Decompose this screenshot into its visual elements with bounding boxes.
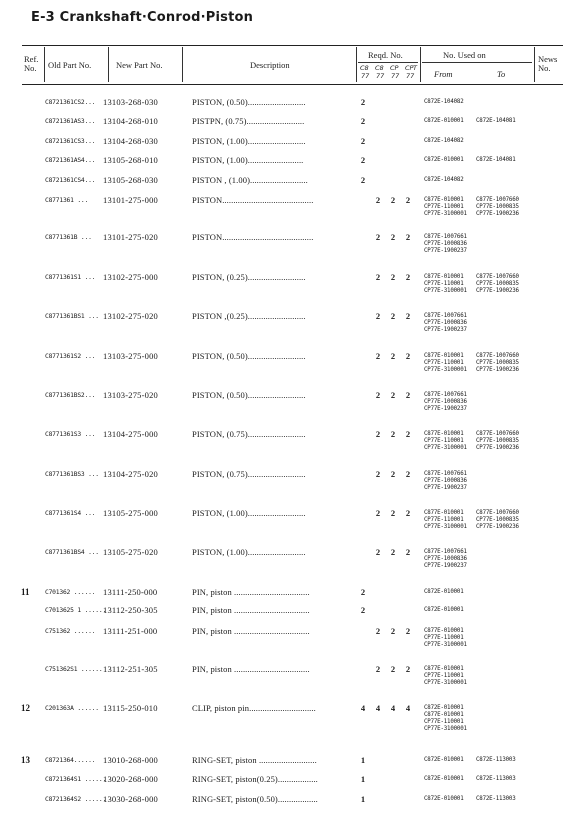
description: PIN, piston .................................. xyxy=(192,605,310,615)
used-from: C877E-010001 xyxy=(424,353,464,359)
new-part-number: 13112-251-305 xyxy=(103,664,158,674)
required-quantity: 2 xyxy=(375,508,381,518)
used-from: CP77E-3100001 xyxy=(424,211,467,217)
old-part-number: C8721364S2 ...... xyxy=(45,796,107,803)
required-quantity: 2 xyxy=(390,626,396,636)
description: PISTON, (1.00).......................... xyxy=(192,508,306,518)
description: CLIP, piston pin.............................. xyxy=(192,703,316,713)
header-ref-no: Ref. No. xyxy=(24,54,39,73)
required-quantity: 2 xyxy=(405,195,411,205)
old-part-number: C8721364S1 ...... xyxy=(45,776,107,783)
used-from: C872E-010001 xyxy=(424,118,464,124)
used-from: C872E-010001 xyxy=(424,705,464,711)
header-year-3: 77 xyxy=(391,72,400,80)
old-part-number: C8771361BS3 ... xyxy=(45,471,99,478)
description: PISTON, (1.00)......................... xyxy=(192,155,304,165)
used-to: CP77E-1000835 xyxy=(476,281,519,287)
old-part-number: C8771361S2 ... xyxy=(45,353,96,360)
required-quantity: 2 xyxy=(375,232,381,242)
new-part-number: 13102-275-020 xyxy=(103,311,159,321)
used-to: C872E-113003 xyxy=(476,796,516,802)
used-from: C872E-010001 xyxy=(424,589,464,595)
new-part-number: 13105-268-010 xyxy=(103,155,159,165)
used-to: C877E-1007660 xyxy=(476,510,519,516)
required-quantity: 2 xyxy=(360,175,366,185)
used-from: C877E-010001 xyxy=(424,274,464,280)
required-quantity: 2 xyxy=(360,587,366,597)
used-from: C872E-010001 xyxy=(424,776,464,782)
old-part-number: C701362 ...... xyxy=(45,589,96,596)
description: RING-SET, piston(0.25).................. xyxy=(192,774,318,784)
used-from: CP77E-110001 xyxy=(424,719,464,725)
page-title: E-3 Crankshaft·Conrod·Piston xyxy=(31,10,254,25)
header-model-4-suffix: T xyxy=(413,64,417,72)
old-part-number: C751362 ...... xyxy=(45,628,96,635)
used-from: CP77E-110001 xyxy=(424,204,464,210)
required-quantity: 2 xyxy=(405,626,411,636)
required-quantity: 1 xyxy=(360,774,366,784)
used-from: C877E-010001 xyxy=(424,666,464,672)
used-to: C872E-113003 xyxy=(476,757,516,763)
old-part-number: C7013625 1 ...... xyxy=(45,607,107,614)
new-part-number: 13104-275-000 xyxy=(103,429,159,439)
new-part-number: 13111-250-000 xyxy=(103,587,158,597)
required-quantity: 2 xyxy=(360,136,366,146)
new-part-number: 13105-275-000 xyxy=(103,508,159,518)
old-part-number: C8771361B ... xyxy=(45,234,92,241)
used-to: C872E-104081 xyxy=(476,157,516,163)
used-from: C877E-1007661 xyxy=(424,313,467,319)
used-from: CP77E-1900237 xyxy=(424,563,467,569)
used-from: CP77E-110001 xyxy=(424,281,464,287)
required-quantity: 2 xyxy=(405,232,411,242)
required-quantity: 2 xyxy=(375,469,381,479)
used-to: C877E-1007660 xyxy=(476,431,519,437)
required-quantity: 4 xyxy=(360,703,366,713)
used-to: C877E-1007660 xyxy=(476,197,519,203)
used-to: C877E-1007660 xyxy=(476,353,519,359)
required-quantity: 1 xyxy=(360,755,366,765)
required-quantity: 2 xyxy=(405,664,411,674)
required-quantity: 4 xyxy=(375,703,381,713)
required-quantity: 2 xyxy=(390,429,396,439)
header-from: From xyxy=(434,69,453,79)
used-to: CP77E-1900236 xyxy=(476,288,519,294)
required-quantity: 2 xyxy=(405,429,411,439)
old-part-number: C8721361CS3... xyxy=(45,138,96,145)
description: PISTON, (1.00).......................... xyxy=(192,547,306,557)
used-from: C872E-104082 xyxy=(424,138,464,144)
ref-number: 11 xyxy=(21,587,30,597)
required-quantity: 2 xyxy=(375,272,381,282)
ref-number: 13 xyxy=(21,755,30,765)
used-from: CP77E-1000836 xyxy=(424,556,467,562)
used-from: C877E-1007661 xyxy=(424,234,467,240)
new-part-number: 13103-275-020 xyxy=(103,390,159,400)
description: PISTON......................................... xyxy=(192,232,314,242)
used-from: CP77E-110001 xyxy=(424,673,464,679)
description: PISTON, (0.50).......................... xyxy=(192,390,306,400)
old-part-number: C8771361BS1 ... xyxy=(45,313,99,320)
new-part-number: 13010-268-000 xyxy=(103,755,159,765)
used-from: C877E-1007661 xyxy=(424,392,467,398)
used-from: CP77E-110001 xyxy=(424,438,464,444)
new-part-number: 13103-268-030 xyxy=(103,97,159,107)
description: RING-SET, piston(0.50).................. xyxy=(192,794,318,804)
used-from: CP77E-110001 xyxy=(424,360,464,366)
used-from: CP77E-1900237 xyxy=(424,327,467,333)
used-to: CP77E-1000835 xyxy=(476,360,519,366)
required-quantity: 4 xyxy=(390,703,396,713)
required-quantity: 2 xyxy=(375,664,381,674)
required-quantity: 4 xyxy=(405,703,411,713)
new-part-number: 13105-275-020 xyxy=(103,547,159,557)
new-part-number: 13020-268-000 xyxy=(103,774,159,784)
used-from: CP77E-3100001 xyxy=(424,445,467,451)
old-part-number: C8771361BS4 ... xyxy=(45,549,99,556)
required-quantity: 2 xyxy=(405,390,411,400)
used-to: CP77E-1000835 xyxy=(476,517,519,523)
header-news-no: News No. xyxy=(538,54,558,73)
used-from: CP77E-3100001 xyxy=(424,642,467,648)
header-year-4: 77 xyxy=(406,72,415,80)
used-to: CP77E-1900236 xyxy=(476,445,519,451)
required-quantity: 2 xyxy=(390,351,396,361)
used-from: C877E-010001 xyxy=(424,431,464,437)
used-from: C877E-1007661 xyxy=(424,549,467,555)
used-from: CP77E-3100001 xyxy=(424,288,467,294)
used-from: C872E-104082 xyxy=(424,99,464,105)
used-from: C872E-010001 xyxy=(424,796,464,802)
required-quantity: 2 xyxy=(390,547,396,557)
old-part-number: C8771361S4 ... xyxy=(45,510,96,517)
old-part-number: C8721364...... xyxy=(45,757,96,764)
required-quantity: 2 xyxy=(390,272,396,282)
old-part-number: C8721361CS4... xyxy=(45,177,96,184)
required-quantity: 2 xyxy=(405,547,411,557)
required-quantity: 2 xyxy=(405,469,411,479)
used-from: C872E-010001 xyxy=(424,607,464,613)
used-from: CP77E-1900237 xyxy=(424,248,467,254)
used-from: CP77E-1000836 xyxy=(424,478,467,484)
used-from: CP77E-1000836 xyxy=(424,399,467,405)
new-part-number: 13104-275-020 xyxy=(103,469,159,479)
new-part-number: 13030-268-000 xyxy=(103,794,159,804)
required-quantity: 1 xyxy=(360,794,366,804)
description: PISTON......................................... xyxy=(192,195,314,205)
description: PISTPN, (0.75).......................... xyxy=(192,116,305,126)
used-to: CP77E-1900236 xyxy=(476,524,519,530)
used-from: CP77E-3100001 xyxy=(424,680,467,686)
old-part-number: C201363A ...... xyxy=(45,705,99,712)
used-from: C877E-1007661 xyxy=(424,471,467,477)
old-part-number: C8771361 ... xyxy=(45,197,89,204)
required-quantity: 2 xyxy=(390,311,396,321)
required-quantity: 2 xyxy=(375,351,381,361)
header-reqd-no: Reqd. No. xyxy=(368,50,403,60)
used-to: C872E-113003 xyxy=(476,776,516,782)
description: PISTON, (0.75).......................... xyxy=(192,429,306,439)
required-quantity: 2 xyxy=(360,605,366,615)
required-quantity: 2 xyxy=(360,97,366,107)
old-part-number: C8771361S1 ... xyxy=(45,274,96,281)
used-from: CP77E-3100001 xyxy=(424,726,467,732)
header-model-3: CP xyxy=(390,64,399,72)
used-to: CP77E-1900236 xyxy=(476,211,519,217)
description: PISTON , (1.00).......................... xyxy=(192,175,308,185)
used-from: CP77E-3100001 xyxy=(424,367,467,373)
old-part-number: C8771361BS2... xyxy=(45,392,96,399)
header-new-part-no: New Part No. xyxy=(116,60,163,70)
description: PIN, piston .................................. xyxy=(192,626,310,636)
required-quantity: 2 xyxy=(390,232,396,242)
new-part-number: 13101-275-020 xyxy=(103,232,159,242)
required-quantity: 2 xyxy=(390,664,396,674)
new-part-number: 13112-250-305 xyxy=(103,605,158,615)
required-quantity: 2 xyxy=(375,626,381,636)
new-part-number: 13102-275-000 xyxy=(103,272,159,282)
used-from: C877E-010001 xyxy=(424,197,464,203)
required-quantity: 2 xyxy=(405,351,411,361)
description: PISTON, (0.75).......................... xyxy=(192,469,306,479)
required-quantity: 2 xyxy=(375,547,381,557)
required-quantity: 2 xyxy=(390,390,396,400)
old-part-number: C8771361S3 ... xyxy=(45,431,96,438)
required-quantity: 2 xyxy=(390,508,396,518)
used-from: CP77E-1000836 xyxy=(424,320,467,326)
required-quantity: 2 xyxy=(375,390,381,400)
header-year-2: 77 xyxy=(376,72,385,80)
description: PISTON, (1.00).......................... xyxy=(192,136,306,146)
used-to: CP77E-1000835 xyxy=(476,204,519,210)
description: PISTON, (0.25).......................... xyxy=(192,272,306,282)
used-from: CP77E-1900237 xyxy=(424,406,467,412)
used-from: CP77E-110001 xyxy=(424,635,464,641)
required-quantity: 2 xyxy=(360,155,366,165)
required-quantity: 2 xyxy=(375,429,381,439)
new-part-number: 13104-268-010 xyxy=(103,116,159,126)
header-old-part-no: Old Part No. xyxy=(48,60,92,70)
used-to: CP77E-1000835 xyxy=(476,438,519,444)
old-part-number: C8721361AS4... xyxy=(45,157,96,164)
required-quantity: 2 xyxy=(405,508,411,518)
description: PIN, piston .................................. xyxy=(192,664,310,674)
used-from: C877E-010001 xyxy=(424,712,464,718)
description: PISTON, (0.50).......................... xyxy=(192,97,306,107)
description: PISTON ,(0.25).......................... xyxy=(192,311,306,321)
description: PISTON, (0.50).......................... xyxy=(192,351,306,361)
ref-number: 12 xyxy=(21,703,30,713)
old-part-number: C8721361AS3... xyxy=(45,118,96,125)
required-quantity: 2 xyxy=(405,311,411,321)
new-part-number: 13105-268-030 xyxy=(103,175,159,185)
new-part-number: 13101-275-000 xyxy=(103,195,159,205)
required-quantity: 2 xyxy=(375,195,381,205)
header-description: Description xyxy=(250,60,290,70)
required-quantity: 2 xyxy=(390,195,396,205)
used-from: C872E-010001 xyxy=(424,757,464,763)
used-from: CP77E-1900237 xyxy=(424,485,467,491)
used-from: CP77E-110001 xyxy=(424,517,464,523)
header-model-4: CP xyxy=(405,64,414,72)
description: PIN, piston .................................. xyxy=(192,587,310,597)
used-to: C877E-1007660 xyxy=(476,274,519,280)
used-to: C872E-104081 xyxy=(476,118,516,124)
used-from: C877E-010001 xyxy=(424,510,464,516)
header-model-2: C8 xyxy=(375,64,384,72)
used-from: CP77E-3100001 xyxy=(424,524,467,530)
used-from: CP77E-1000836 xyxy=(424,241,467,247)
header-model-1: C8 xyxy=(360,64,369,72)
used-from: C872E-010001 xyxy=(424,157,464,163)
old-part-number: C751362S1 ...... xyxy=(45,666,103,673)
header-year-1: 77 xyxy=(361,72,370,80)
used-to: CP77E-1900236 xyxy=(476,367,519,373)
header-no-used-on: No. Used on xyxy=(443,50,486,60)
used-from: C877E-010001 xyxy=(424,628,464,634)
required-quantity: 2 xyxy=(360,116,366,126)
used-from: C872E-104082 xyxy=(424,177,464,183)
new-part-number: 13111-251-000 xyxy=(103,626,158,636)
required-quantity: 2 xyxy=(405,272,411,282)
new-part-number: 13103-275-000 xyxy=(103,351,159,361)
old-part-number: C8721361CS2... xyxy=(45,99,96,106)
new-part-number: 13104-268-030 xyxy=(103,136,159,146)
header-to: To xyxy=(497,69,506,79)
required-quantity: 2 xyxy=(375,311,381,321)
new-part-number: 13115-250-010 xyxy=(103,703,158,713)
required-quantity: 2 xyxy=(390,469,396,479)
description: RING-SET, piston .......................... xyxy=(192,755,317,765)
